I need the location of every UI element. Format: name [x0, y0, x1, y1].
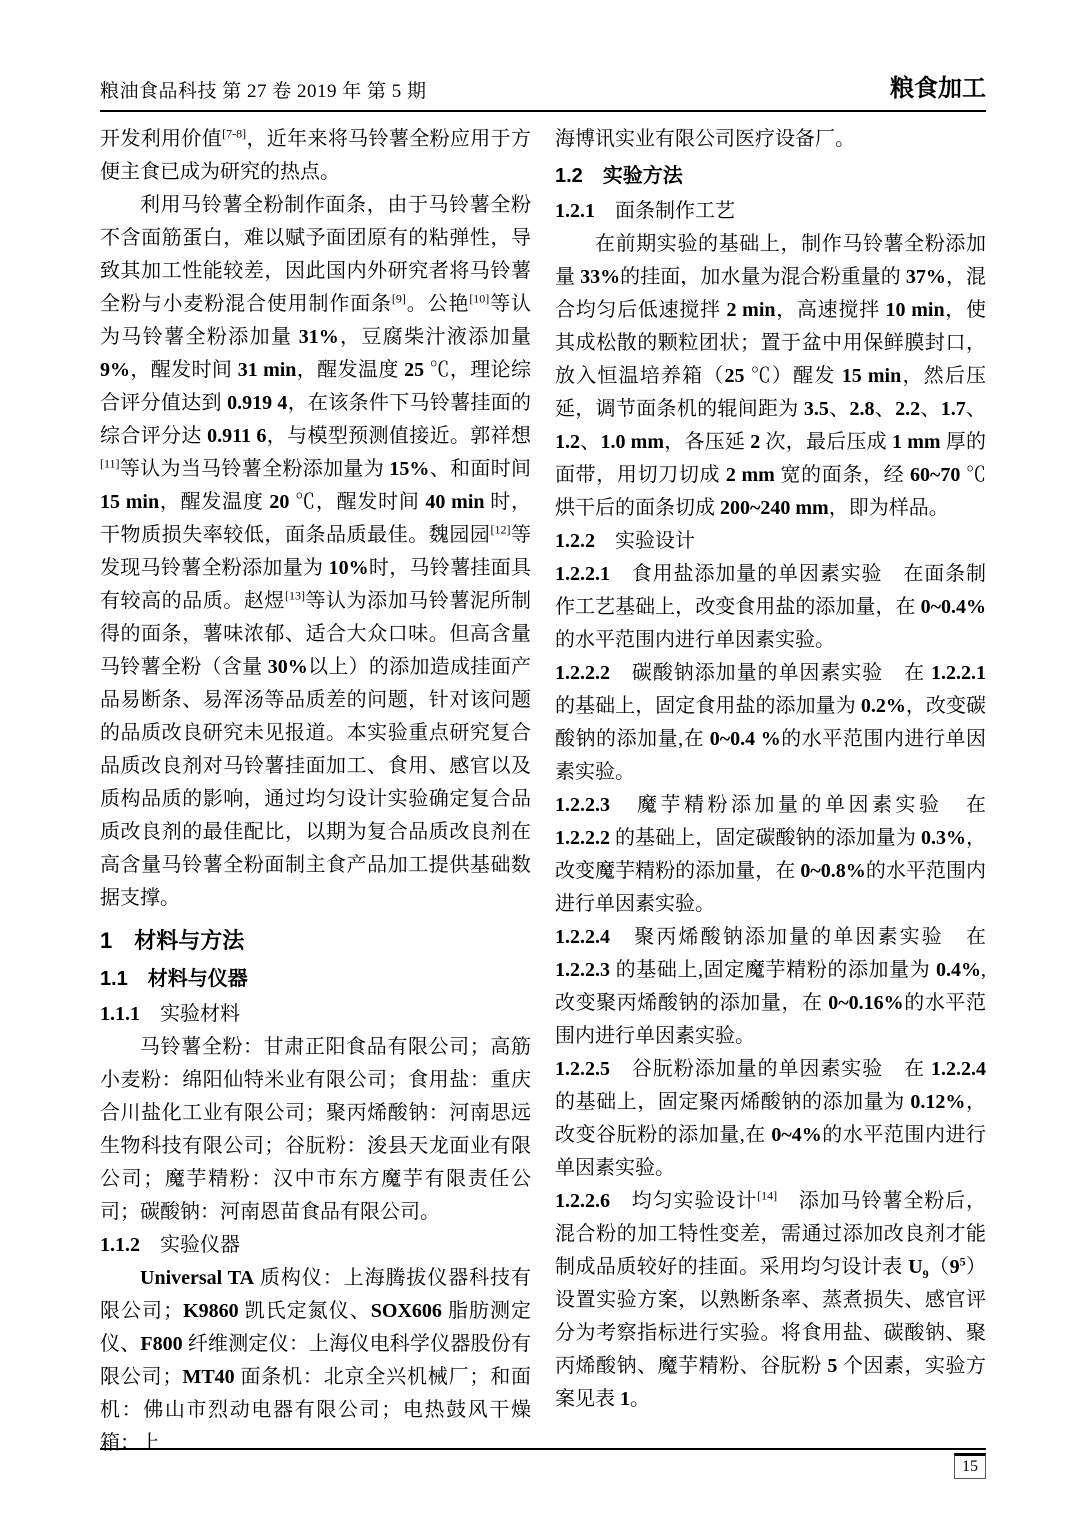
- text-run: 1.2.1: [555, 200, 595, 222]
- text-run: 0~0.4%: [920, 596, 986, 618]
- text-run: 1.2.2.1: [931, 662, 986, 684]
- text-run: 次，最后压成: [760, 431, 893, 453]
- paragraph-1-2-2-3-konjac-flour: [555, 789, 986, 921]
- text-run: 1.2.2.1: [555, 563, 610, 585]
- text-run: ，与模型预测值接近。郭祥想: [266, 425, 532, 447]
- text-run: U: [908, 1256, 923, 1278]
- page-content: [100, 68, 986, 1460]
- text-run: 等认为添加马铃薯泥所制得的面条，薯味浓郁、适合大众口味。但高含量马铃薯全粉（含量: [100, 590, 532, 678]
- text-run: MT40: [182, 1366, 235, 1388]
- paragraph-noodle-process: [555, 228, 986, 525]
- text-run: ，醒发温度: [159, 491, 270, 513]
- text-run: 0.12%: [910, 1091, 966, 1113]
- text-run: 、: [874, 398, 896, 420]
- text-run: 时，干物质损失率较低，面条品质最佳。魏园园: [100, 491, 532, 546]
- text-run: 5: [827, 1355, 838, 1377]
- text-run: ）设置实验方案，以熟断条率、蒸煮损失、感官评分为考察指标进行实验。将食用盐、碳酸钠、聚丙烯酸钠、魔芋精粉、谷朊粉: [555, 1256, 987, 1377]
- text-run: 食用盐添加量的单因素实验 在面条制作工艺基础上，改变食用盐的添加量，在: [555, 563, 986, 618]
- right-column: [555, 123, 986, 1460]
- text-run: 添加马铃薯全粉后，混合粉的加工特性变差，需通过添加改良剂才能制成品质较好的挂面。采用均匀设计表: [555, 1190, 987, 1278]
- text-run: 1.2.2.3: [555, 959, 610, 981]
- text-run: 纤维测定仪：上海仪电科学仪器股份有限公司；: [100, 1333, 532, 1388]
- text-run: 9: [922, 1267, 929, 1281]
- text-run: 0.911 6: [207, 425, 267, 447]
- heading-1-2-experiment-methods: 1.2 实验方法: [555, 165, 683, 187]
- text-run: 2 mm: [725, 464, 775, 486]
- text-run: [10]: [469, 291, 490, 306]
- heading-1-1-materials-instruments: 1.1 材料与仪器: [100, 968, 248, 990]
- page-number: 15: [954, 1453, 986, 1479]
- text-run: 1.2: [555, 431, 580, 453]
- text-run: 海博讯实业有限公司医疗设备厂。: [555, 128, 855, 150]
- text-run: 的基础上，固定食用盐的添加量为: [555, 695, 861, 717]
- text-run: 1.2.2.2: [555, 827, 610, 849]
- text-run: 0.4%: [936, 959, 981, 981]
- text-run: 25: [724, 365, 745, 387]
- text-run: 200~240 mm: [720, 497, 829, 519]
- text-run: 2: [750, 431, 761, 453]
- text-run: 60~70: [909, 464, 961, 486]
- left-column: [100, 123, 531, 1460]
- text-run: 质构仪：上海腾拔仪器科技有限公司；: [100, 1267, 532, 1322]
- text-run: 1.1.1: [100, 1003, 140, 1025]
- text-run: ，醒发时间: [130, 359, 238, 381]
- text-run: 的基础上，固定聚丙烯酸钠的添加量为: [555, 1091, 911, 1113]
- text-run: 谷朊粉添加量的单因素实验 在: [610, 1058, 931, 1080]
- text-run: 5: [959, 1254, 966, 1269]
- text-run: 以上）的添加造成挂面产品易断条、易浑汤等品质差的问题，针对该问题的品质改良研究未见报道。本实验重点研究复合品质改良剂对马铃薯挂面加工、食用、感官以及质构品质的影响，通过均匀设计实验确定复合品质改良剂的最佳配比，以期为复合品质改良剂在高含量马铃薯全粉面制主食产品加工提供基础数据支撑。: [100, 656, 532, 909]
- text-run: F800: [140, 1333, 183, 1355]
- text-run: 的水平范围内进行单因素实验。: [555, 629, 835, 651]
- text-run: 1.2.2.6: [555, 1190, 610, 1212]
- heading-1-1-1-experiment-materials: [100, 998, 531, 1031]
- text-run: ，改变谷朊粉的添加量,在: [555, 1091, 987, 1146]
- text-run: 40 min: [425, 491, 485, 513]
- paragraph-1-2-2-6-uniform-design: [555, 1185, 986, 1416]
- text-run: ，改变魔芋精粉的添加量，在: [555, 827, 987, 882]
- text-run: Universal TA: [140, 1267, 255, 1289]
- text-run: 魔芋精粉添加量的单因素实验 在: [610, 794, 986, 816]
- text-run: 的水平范围内进行单因素实验。: [555, 992, 987, 1047]
- text-run: [11]: [100, 456, 120, 471]
- text-run: 1.2.2.4: [555, 926, 610, 948]
- text-run: 0~0.8%: [800, 860, 866, 882]
- paragraph-1-2-2-2-sodium-carbonate: [555, 657, 986, 789]
- heading-1-2-2-experiment-design: [555, 525, 986, 558]
- text-run: [14]: [757, 1188, 778, 1203]
- text-run: 2 min: [726, 299, 776, 321]
- text-run: 聚丙烯酸钠添加量的单因素实验 在: [610, 926, 986, 948]
- text-run: 1.2.2.5: [555, 1058, 610, 1080]
- paragraph-1-2-2-4-sodium-polyacrylate: [555, 921, 986, 1053]
- text-run: 0~0.16%: [828, 992, 904, 1014]
- text-run: 面条制作工艺: [595, 200, 735, 222]
- text-run: 的基础上，固定碳酸钠的添加量为: [610, 827, 921, 849]
- text-run: 、: [828, 398, 850, 420]
- text-run: 10 min: [885, 299, 945, 321]
- text-run: 1.2.2.3: [555, 794, 610, 816]
- text-run: 15 min: [841, 365, 902, 387]
- text-run: 31 min: [237, 359, 297, 381]
- text-run: 凯氏定氮仪、: [238, 1300, 371, 1322]
- text-run: 时，马铃薯挂面具有较高的品质。赵煜: [100, 557, 532, 612]
- text-run: ，近年来将马铃薯全粉应用于方便主食已成为研究的热点。: [100, 128, 532, 183]
- text-run: 的水平范围内进行单因素实验。: [555, 860, 986, 915]
- text-run: 、: [920, 398, 941, 420]
- text-run: ，高速搅拌: [775, 299, 886, 321]
- text-run: 0.919 4: [227, 392, 288, 414]
- text-run: 1.1.2: [100, 1234, 140, 1256]
- text-run: 。: [630, 1388, 650, 1410]
- text-run: 利用马铃薯全粉制作面条，由于马铃薯全粉不含面筋蛋白，难以赋予面团原有的粘弹性，导致其加工性能较差，因此国内外研究者将马铃薯全粉与小麦粉混合使用制作面条: [100, 194, 531, 315]
- text-run: [9]: [391, 291, 406, 306]
- text-run: 的水平范围内进行单因素实验。: [555, 1124, 987, 1179]
- text-run: 2.2: [895, 398, 921, 420]
- text-run: [12]: [490, 522, 511, 537]
- two-column-layout: [100, 123, 986, 1460]
- text-run: 0~0.4 %: [709, 728, 781, 750]
- paragraph-1-2-2-1-salt: [555, 558, 986, 657]
- text-run: 开发利用价值: [100, 128, 223, 150]
- text-run: 1.0 mm: [600, 431, 664, 453]
- text-run: ，然后压延，调节面条机的辊间距为: [555, 365, 987, 420]
- text-run: 、: [965, 398, 987, 420]
- heading-1-1-2-experiment-instruments: [100, 1229, 531, 1262]
- text-run: 3.5: [803, 398, 829, 420]
- text-run: 。公艳: [405, 293, 470, 315]
- section-label: 粮食加工: [890, 75, 986, 102]
- text-run: 0.3%: [920, 827, 966, 849]
- text-run: ，使其成松散的颗粒团状；置于盆中用保鲜膜封口，放入恒温培养箱（: [555, 299, 987, 387]
- heading-1-materials-methods: 1 材料与方法: [100, 928, 245, 953]
- text-run: ，醒发温度: [296, 359, 405, 381]
- text-run: 1.2.2.4: [931, 1058, 986, 1080]
- text-run: 33%: [580, 266, 621, 288]
- text-run: 的挂面，加水量为混合粉重量的: [620, 266, 906, 288]
- text-run: ，即为样品。: [828, 497, 949, 519]
- paragraph-background: [100, 189, 531, 915]
- text-run: ℃，醒发时间: [289, 491, 426, 513]
- text-run: ℃，理论综合评分值达到: [100, 359, 532, 414]
- text-run: ，豆腐柴汁液添加量: [338, 326, 532, 348]
- text-run: 1.7: [940, 398, 966, 420]
- text-run: 0.2%: [860, 695, 906, 717]
- text-run: 15 min: [100, 491, 160, 513]
- text-run: 15%: [389, 458, 430, 480]
- text-run: ,改变聚丙烯酸钠的添加量，在: [555, 959, 986, 1014]
- text-run: 均匀实验设计: [610, 1190, 758, 1212]
- text-run: 31%: [298, 326, 339, 348]
- text-run: 37%: [905, 266, 946, 288]
- text-run: 马铃薯全粉：甘肃正阳食品有限公司；高筋小麦粉：绵阳仙特米业有限公司；食用盐：重庆合川盐化工业有限公司；聚丙烯酸钠：河南思远生物科技有限公司；谷朊粉：浚县天龙面业有限公司；魔芋精粉：汉中市东方魔芋有限责任公司；碳酸钠：河南恩苗食品有限公司。: [100, 1036, 531, 1223]
- text-run: [13]: [284, 588, 305, 603]
- text-run: 9: [949, 1256, 960, 1278]
- text-run: 个因素，实验方案见表: [555, 1355, 987, 1410]
- text-run: ，混合均匀后低速搅拌: [555, 266, 987, 321]
- page-footer: [100, 1448, 986, 1479]
- text-run: 等认为当马铃薯全粉添加量为: [119, 458, 390, 480]
- text-run: 等发现马铃薯全粉添加量为: [100, 524, 532, 579]
- text-run: 1: [620, 1388, 630, 1410]
- paragraph-instruments-list: [100, 1262, 531, 1460]
- page-header: [100, 68, 986, 112]
- text-run: ，改变碳酸钠的添加量,在: [555, 695, 987, 750]
- text-run: 实验材料: [140, 1003, 240, 1025]
- text-run: 10%: [328, 557, 369, 579]
- text-run: 面条机：北京全兴机械厂；和面机：佛山市烈动电器有限公司；电热鼓风干燥箱：上: [100, 1366, 532, 1454]
- text-run: 在前期实验的基础上，制作马铃薯全粉添加量: [555, 233, 986, 288]
- text-run: ，各压延: [663, 431, 751, 453]
- text-run: 9%: [100, 359, 130, 381]
- text-run: ℃）醒发: [744, 365, 842, 387]
- text-run: 的水平范围内进行单因素实验。: [555, 728, 987, 783]
- text-run: 1.2.2.2: [555, 662, 610, 684]
- text-run: 碳酸钠添加量的单因素实验 在: [610, 662, 931, 684]
- text-run: 1.2.2: [555, 530, 595, 552]
- paragraph-1-2-2-5-gluten-flour: [555, 1053, 986, 1185]
- text-run: 的基础上,固定魔芋精粉的添加量为: [610, 959, 936, 981]
- text-run: ℃烘干后的面条切成: [555, 464, 987, 519]
- text-run: 25: [404, 359, 425, 381]
- text-run: 0~4%: [771, 1124, 822, 1146]
- text-run: （: [928, 1256, 950, 1278]
- text-run: 2.8: [849, 398, 875, 420]
- heading-1-2-1-noodle-process: [555, 195, 986, 228]
- paragraph-instruments-continuation: [555, 123, 986, 156]
- paragraph-materials-list: [100, 1031, 531, 1229]
- text-run: SOX606: [370, 1300, 442, 1322]
- text-run: 20: [269, 491, 290, 513]
- text-run: ，在该条件下马铃薯挂面的综合评分达: [100, 392, 532, 447]
- text-run: 、和面时间: [429, 458, 532, 480]
- text-run: 厚的面带，用切刀切成: [555, 431, 987, 486]
- text-run: [7-8]: [222, 126, 247, 141]
- text-run: 1 mm: [892, 431, 941, 453]
- journal-header-info: 粮油食品科技 第 27 卷 2019 年 第 5 期: [100, 81, 427, 102]
- text-run: 实验仪器: [140, 1234, 240, 1256]
- text-run: 30%: [267, 656, 308, 678]
- text-run: 宽的面条，经: [774, 464, 910, 486]
- text-run: K9860: [183, 1300, 239, 1322]
- text-run: 实验设计: [595, 530, 695, 552]
- text-run: 等认为马铃薯全粉添加量: [100, 293, 532, 348]
- paragraph-intro-continuation: [100, 123, 531, 189]
- text-run: 、: [580, 431, 601, 453]
- text-run: 脂肪测定仪、: [100, 1300, 532, 1355]
